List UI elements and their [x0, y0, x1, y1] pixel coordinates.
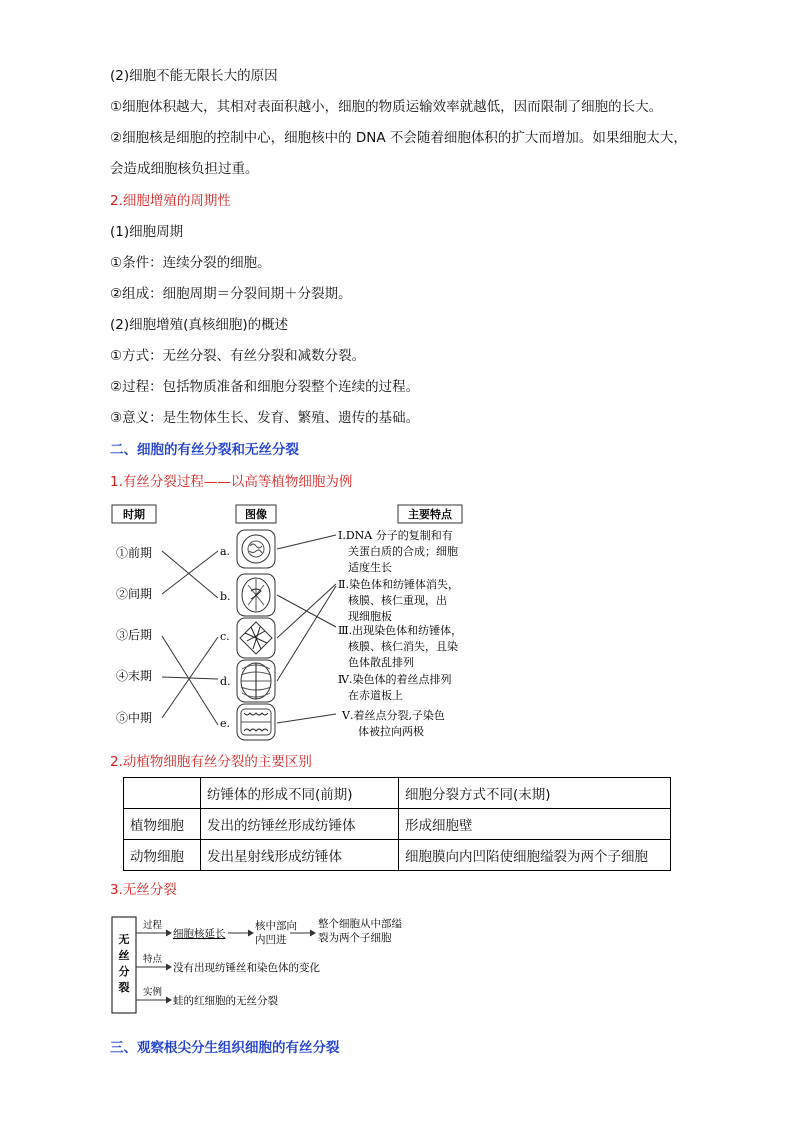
feature-V	[341, 708, 445, 738]
table-cell	[124, 778, 201, 809]
mitosis-figure	[110, 503, 482, 745]
feature-II	[338, 577, 459, 623]
section-heading: 1.有丝分裂过程——以高等植物细胞为例	[110, 474, 353, 490]
header-features: 主要特点	[408, 508, 452, 521]
image-letter: d.	[220, 675, 231, 688]
feature-text: Ⅰ.DNA 分子的复制和有	[338, 529, 453, 542]
feature-text: 色体散乱排列	[348, 656, 414, 669]
section-heading: 2.动植物细胞有丝分裂的主要区别	[110, 754, 312, 770]
paragraph: ②过程：包括物质准备和细胞分裂整个连续的过程。	[110, 379, 420, 395]
section-heading: 2.细胞增殖的周期性	[110, 193, 231, 209]
image-letter: c.	[220, 630, 230, 643]
label-feature: 特点	[143, 954, 163, 965]
feature-text: Ⅱ.染色体和纺锤体消失，	[338, 578, 459, 591]
image-letter: e.	[220, 717, 231, 730]
amitosis-figure	[110, 911, 430, 1021]
table-cell: 发出星射线形成纺锤体	[201, 840, 399, 871]
feature-text: 体被拉向两极	[358, 725, 424, 738]
amitosis-title-char: 分	[118, 965, 130, 978]
table-cell: 动物细胞	[124, 840, 201, 871]
cell-image-e	[237, 704, 275, 740]
subsection-heading: (2)细胞增殖(真核细胞)的概述	[110, 317, 289, 333]
subsection-heading: (2)细胞不能无限长大的原因	[110, 68, 278, 84]
period-label: ②间期	[116, 587, 153, 601]
feature-text: 适度生长	[348, 561, 392, 574]
step-text: 核中部向	[255, 920, 297, 932]
paragraph: ②组成：细胞周期＝分裂间期＋分裂期。	[110, 286, 352, 302]
step-text: 整个细胞从中部缢	[318, 918, 402, 930]
feature-text: 核膜、核仁重现，出	[348, 594, 447, 607]
table-row	[124, 778, 671, 809]
period-label: ①前期	[116, 546, 153, 560]
feature-text: 没有出现纺锤丝和染色体的变化	[173, 962, 320, 974]
table-cell: 植物细胞	[124, 809, 201, 840]
step-text: 细胞核延长	[173, 928, 226, 940]
feature-text: Ⅴ.着丝点分裂,子染色	[342, 709, 445, 722]
cell-image-b	[237, 574, 275, 616]
paragraph: ③意义：是生物体生长、发育、繁殖、遗传的基础。	[110, 410, 420, 426]
subsection-heading: (1)细胞周期	[110, 224, 184, 240]
match-lines-right	[277, 535, 336, 723]
period-label: ④末期	[116, 669, 153, 683]
amitosis-title-char: 裂	[118, 981, 130, 994]
cell-image-a	[237, 530, 275, 568]
feature-text: 关蛋白质的合成；细胞	[348, 545, 458, 558]
paragraph: ①细胞体积越大，其相对表面积越小，细胞的物质运输效率就越低，因而限制了细胞的长大。	[110, 99, 663, 115]
paragraph: 会造成细胞核负担过重。	[110, 161, 259, 177]
feature-IV	[338, 672, 452, 702]
image-letter: b.	[220, 590, 231, 603]
paragraph: ①方式：无丝分裂、有丝分裂和减数分裂。	[110, 348, 366, 364]
amitosis-title-char: 丝	[118, 949, 130, 962]
label-process: 过程	[143, 920, 163, 931]
paragraph: ②细胞核是细胞的控制中心，细胞核中的 DNA 不会随着细胞体积的扩大而增加。如果细胞太大，	[110, 130, 687, 146]
table-cell: 细胞膜向内凹陷使细胞缢裂为两个子细胞	[399, 840, 671, 871]
table-cell: 形成细胞壁	[399, 809, 671, 840]
paragraph: ①条件：连续分裂的细胞。	[110, 255, 271, 271]
step-text: 裂为两个子细胞	[318, 932, 392, 944]
period-label: ⑤中期	[116, 711, 153, 725]
table-row	[124, 840, 671, 871]
feature-text: Ⅳ.染色体的着丝点排列	[338, 673, 452, 686]
feature-text: 在赤道板上	[348, 689, 403, 702]
feature-text: 现细胞板	[348, 610, 392, 623]
header-period: 时期	[123, 508, 145, 521]
table-cell: 纺锤体的形成不同(前期)	[201, 778, 399, 809]
table-row	[124, 809, 671, 840]
section-heading: 3.无丝分裂	[110, 882, 177, 898]
example-text: 蛙的红细胞的无丝分裂	[173, 995, 278, 1007]
feature-text: 核膜、核仁消失，且染	[348, 640, 458, 653]
cell-image-d	[237, 660, 275, 702]
chapter-heading: 三、观察根尖分生组织细胞的有丝分裂	[110, 1040, 340, 1056]
feature-I	[338, 528, 458, 574]
amitosis-title-char: 无	[118, 933, 130, 946]
period-label: ③后期	[116, 628, 153, 642]
feature-III	[338, 623, 462, 669]
table-cell: 细胞分裂方式不同(末期)	[399, 778, 671, 809]
step-text: 内凹进	[255, 934, 287, 946]
cell-image-c	[237, 618, 275, 658]
feature-text: Ⅲ.出现染色体和纺锤体，	[338, 624, 463, 637]
header-image: 图像	[245, 508, 267, 521]
label-example: 实例	[143, 987, 163, 998]
image-letter: a.	[220, 545, 231, 558]
chapter-heading: 二、细胞的有丝分裂和无丝分裂	[110, 442, 299, 458]
comparison-table	[123, 777, 671, 871]
table-cell: 发出的纺锤丝形成纺锤体	[201, 809, 399, 840]
match-lines-left	[162, 551, 218, 725]
